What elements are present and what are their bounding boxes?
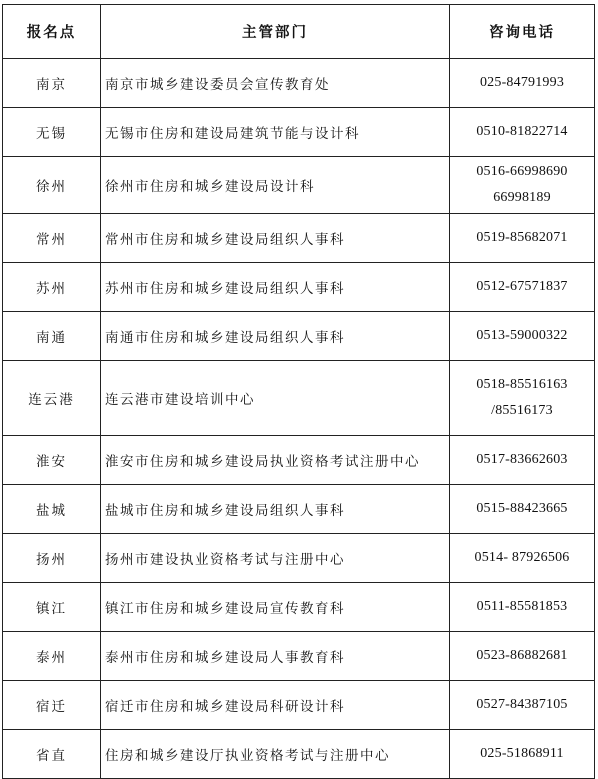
- phone-number: 0510-81822714: [476, 124, 568, 139]
- phone-number: 0517-83662603: [476, 452, 568, 467]
- cell-city: 南京: [3, 59, 101, 108]
- phone-number: /85516173: [491, 403, 553, 418]
- cell-phone: [450, 485, 595, 534]
- table-row: [3, 108, 595, 157]
- table-row: [3, 681, 595, 730]
- cell-department: 徐州市住房和城乡建设局设计科: [101, 157, 450, 214]
- cell-phone: [450, 436, 595, 485]
- header-department: 主管部门: [101, 5, 450, 59]
- phone-number: 0512-67571837: [476, 279, 568, 294]
- table-row: [3, 632, 595, 681]
- phone-number: 0515-88423665: [476, 501, 568, 516]
- cell-department: 常州市住房和城乡建设局组织人事科: [101, 214, 450, 263]
- cell-city: 南通: [3, 312, 101, 361]
- cell-department: 扬州市建设执业资格考试与注册中心: [101, 534, 450, 583]
- table-body: [3, 59, 595, 779]
- table-row: [3, 485, 595, 534]
- cell-city: 苏州: [3, 263, 101, 312]
- table-row: [3, 214, 595, 263]
- header-city: 报名点: [3, 5, 101, 59]
- phone-number: 0519-85682071: [476, 230, 568, 245]
- phone-number: 0514- 87926506: [474, 550, 570, 565]
- phone-number: 025-51868911: [480, 746, 564, 761]
- phone-number: 0523-86882681: [476, 648, 568, 663]
- table-row: [3, 263, 595, 312]
- header-row: [3, 5, 595, 59]
- table-row: [3, 59, 595, 108]
- cell-department: 无锡市住房和建设局建筑节能与设计科: [101, 108, 450, 157]
- phone-number: 0516-66998690: [476, 164, 568, 179]
- cell-city: 宿迁: [3, 681, 101, 730]
- table-row: [3, 534, 595, 583]
- phone-number: 025-84791993: [479, 75, 565, 90]
- cell-department: 苏州市住房和城乡建设局组织人事科: [101, 263, 450, 312]
- table-row: [3, 361, 595, 436]
- cell-department: 淮安市住房和城乡建设局执业资格考试注册中心: [101, 436, 450, 485]
- cell-phone: [450, 361, 595, 436]
- table-row: [3, 312, 595, 361]
- phone-number: 0527-84387105: [476, 697, 568, 712]
- cell-phone: [450, 632, 595, 681]
- cell-city: 无锡: [3, 108, 101, 157]
- cell-department: 泰州市住房和城乡建设局人事教育科: [101, 632, 450, 681]
- cell-phone: [450, 157, 595, 214]
- cell-city: 泰州: [3, 632, 101, 681]
- cell-department: 盐城市住房和城乡建设局组织人事科: [101, 485, 450, 534]
- cell-city: 连云港: [3, 361, 101, 436]
- cell-department: 南京市城乡建设委员会宣传教育处: [101, 59, 450, 108]
- phone-number: 66998189: [493, 190, 551, 205]
- cell-phone: [450, 214, 595, 263]
- cell-phone: [450, 59, 595, 108]
- cell-department: 宿迁市住房和城乡建设局科研设计科: [101, 681, 450, 730]
- cell-city: 镇江: [3, 583, 101, 632]
- cell-phone: [450, 730, 595, 779]
- cell-department: 南通市住房和城乡建设局组织人事科: [101, 312, 450, 361]
- table-row: [3, 157, 595, 214]
- cell-city: 常州: [3, 214, 101, 263]
- phone-number: 0513-59000322: [476, 328, 568, 343]
- cell-city: 淮安: [3, 436, 101, 485]
- table-row: [3, 436, 595, 485]
- cell-phone: [450, 312, 595, 361]
- cell-department: 镇江市住房和城乡建设局宣传教育科: [101, 583, 450, 632]
- cell-phone: [450, 681, 595, 730]
- cell-city: 省直: [3, 730, 101, 779]
- cell-department: 住房和城乡建设厅执业资格考试与注册中心: [101, 730, 450, 779]
- cell-phone: [450, 534, 595, 583]
- cell-city: 盐城: [3, 485, 101, 534]
- cell-city: 扬州: [3, 534, 101, 583]
- cell-department: 连云港市建设培训中心: [101, 361, 450, 436]
- phone-number: 0511-85581853: [476, 599, 568, 614]
- phone-number: 0518-85516163: [476, 377, 568, 392]
- table-row: [3, 730, 595, 779]
- table-row: [3, 583, 595, 632]
- cell-phone: [450, 583, 595, 632]
- cell-phone: [450, 108, 595, 157]
- header-phone: 咨询电话: [450, 5, 595, 59]
- registration-contact-table: [2, 4, 595, 779]
- cell-city: 徐州: [3, 157, 101, 214]
- cell-phone: [450, 263, 595, 312]
